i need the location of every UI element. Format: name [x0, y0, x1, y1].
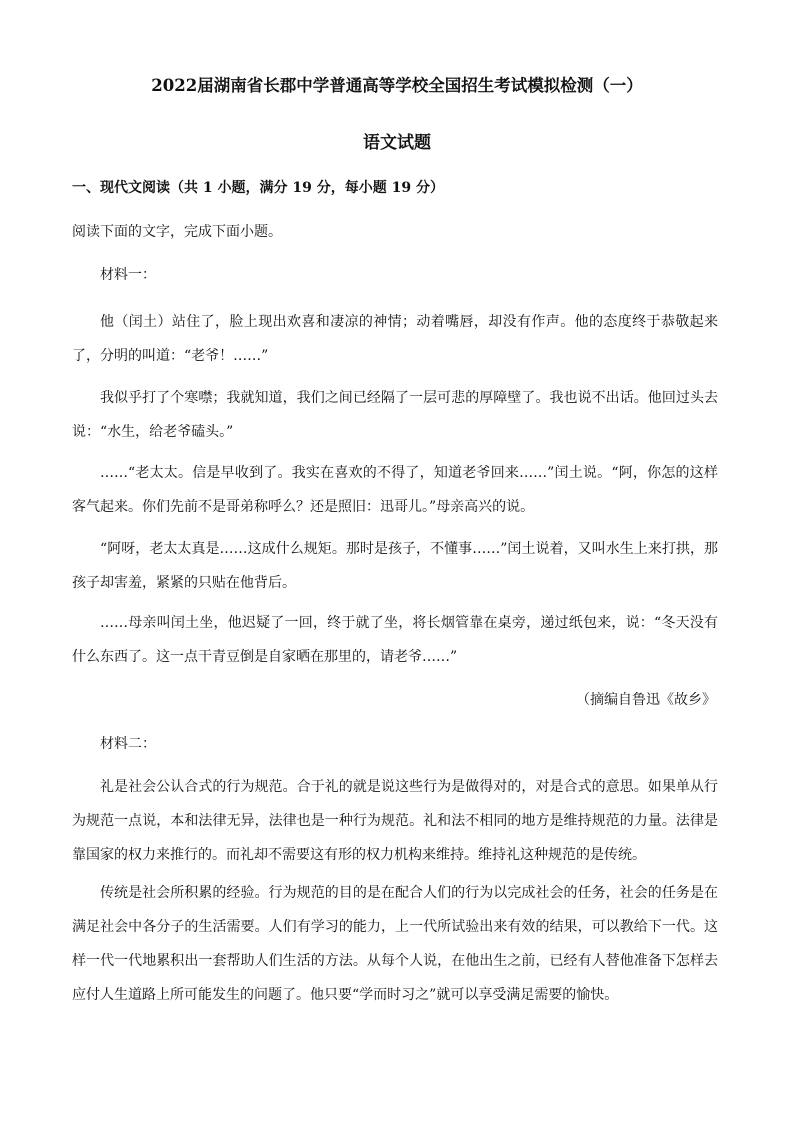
- material-2-paragraph: 传统是社会所积累的经验。行为规范的目的是在配合人们的行为以完成社会的任务，社会的任务是在满足社会中各分子的生活需要。人们有学习的能力，上一代所试验出来有效的结果，可以教给下一代。这样一代一代地累积出一套帮助人们生活的方法。从每个人说，在他出生之前，已经有人替他准备下怎样去应付人生道路上所可能发生的问题了。他只要“学而时习之”就可以享受满足需要的愉快。: [72, 885, 718, 1003]
- subject-title: 语文试题: [363, 133, 431, 153]
- material-1-paragraph: 他（闰土）站住了，脸上现出欢喜和凄凉的神情；动着嘴唇，却没有作声。他的态度终于恭敬起来了，分明的叫道：“老爷！……”: [72, 314, 718, 364]
- material-1-paragraph: “阿呀，老太太真是……这成什么规矩。那时是孩子，不懂事……”闰土说着，又叫水生上来打拱，那孩子却害羞，紧紧的只贴在他背后。: [72, 541, 718, 591]
- material-1-label: 材料一：: [100, 267, 156, 283]
- reading-instruction: 阅读下面的文字，完成下面小题。: [72, 224, 282, 240]
- material-2-label: 材料二：: [100, 736, 156, 752]
- material-2-paragraph: 礼是社会公认合式的行为规范。合于礼的就是说这些行为是做得对的，对是合式的意思。如果单从行为规范一点说，本和法律无异，法律也是一种行为规范。礼和法不相同的地方是维持规范的力量。法律是靠国家的权力来推行的。而礼却不需要这有形的权力机构来维持。维持礼这种规范的是传统。: [72, 779, 718, 863]
- material-1-source: （摘编自鲁迅《故乡》: [576, 692, 716, 708]
- material-1-paragraph: ……“老太太。信是早收到了。我实在喜欢的不得了，知道老爷回来……”闰土说。“阿，你怎的这样客气起来。你们先前不是哥弟称呼么？还是照旧：迅哥儿。”母亲高兴的说。: [72, 465, 718, 515]
- material-1-paragraph: ……母亲叫闰土坐，他迟疑了一回，终于就了坐，将长烟管靠在桌旁，递过纸包来，说：“冬天没有什么东西了。这一点干青豆倒是自家晒在那里的，请老爷……”: [72, 615, 718, 665]
- section-heading: 一、现代文阅读（共 1 小题，满分 19 分，每小题 19 分）: [72, 180, 444, 196]
- exam-title: 2022届湖南省长郡中学普通高等学校全国招生考试模拟检测（一）: [151, 76, 643, 95]
- material-1-paragraph: 我似乎打了个寒噤；我就知道，我们之间已经隔了一层可悲的厚障壁了。我也说不出话。他回过头去说：“水生，给老爷磕头。”: [72, 390, 718, 440]
